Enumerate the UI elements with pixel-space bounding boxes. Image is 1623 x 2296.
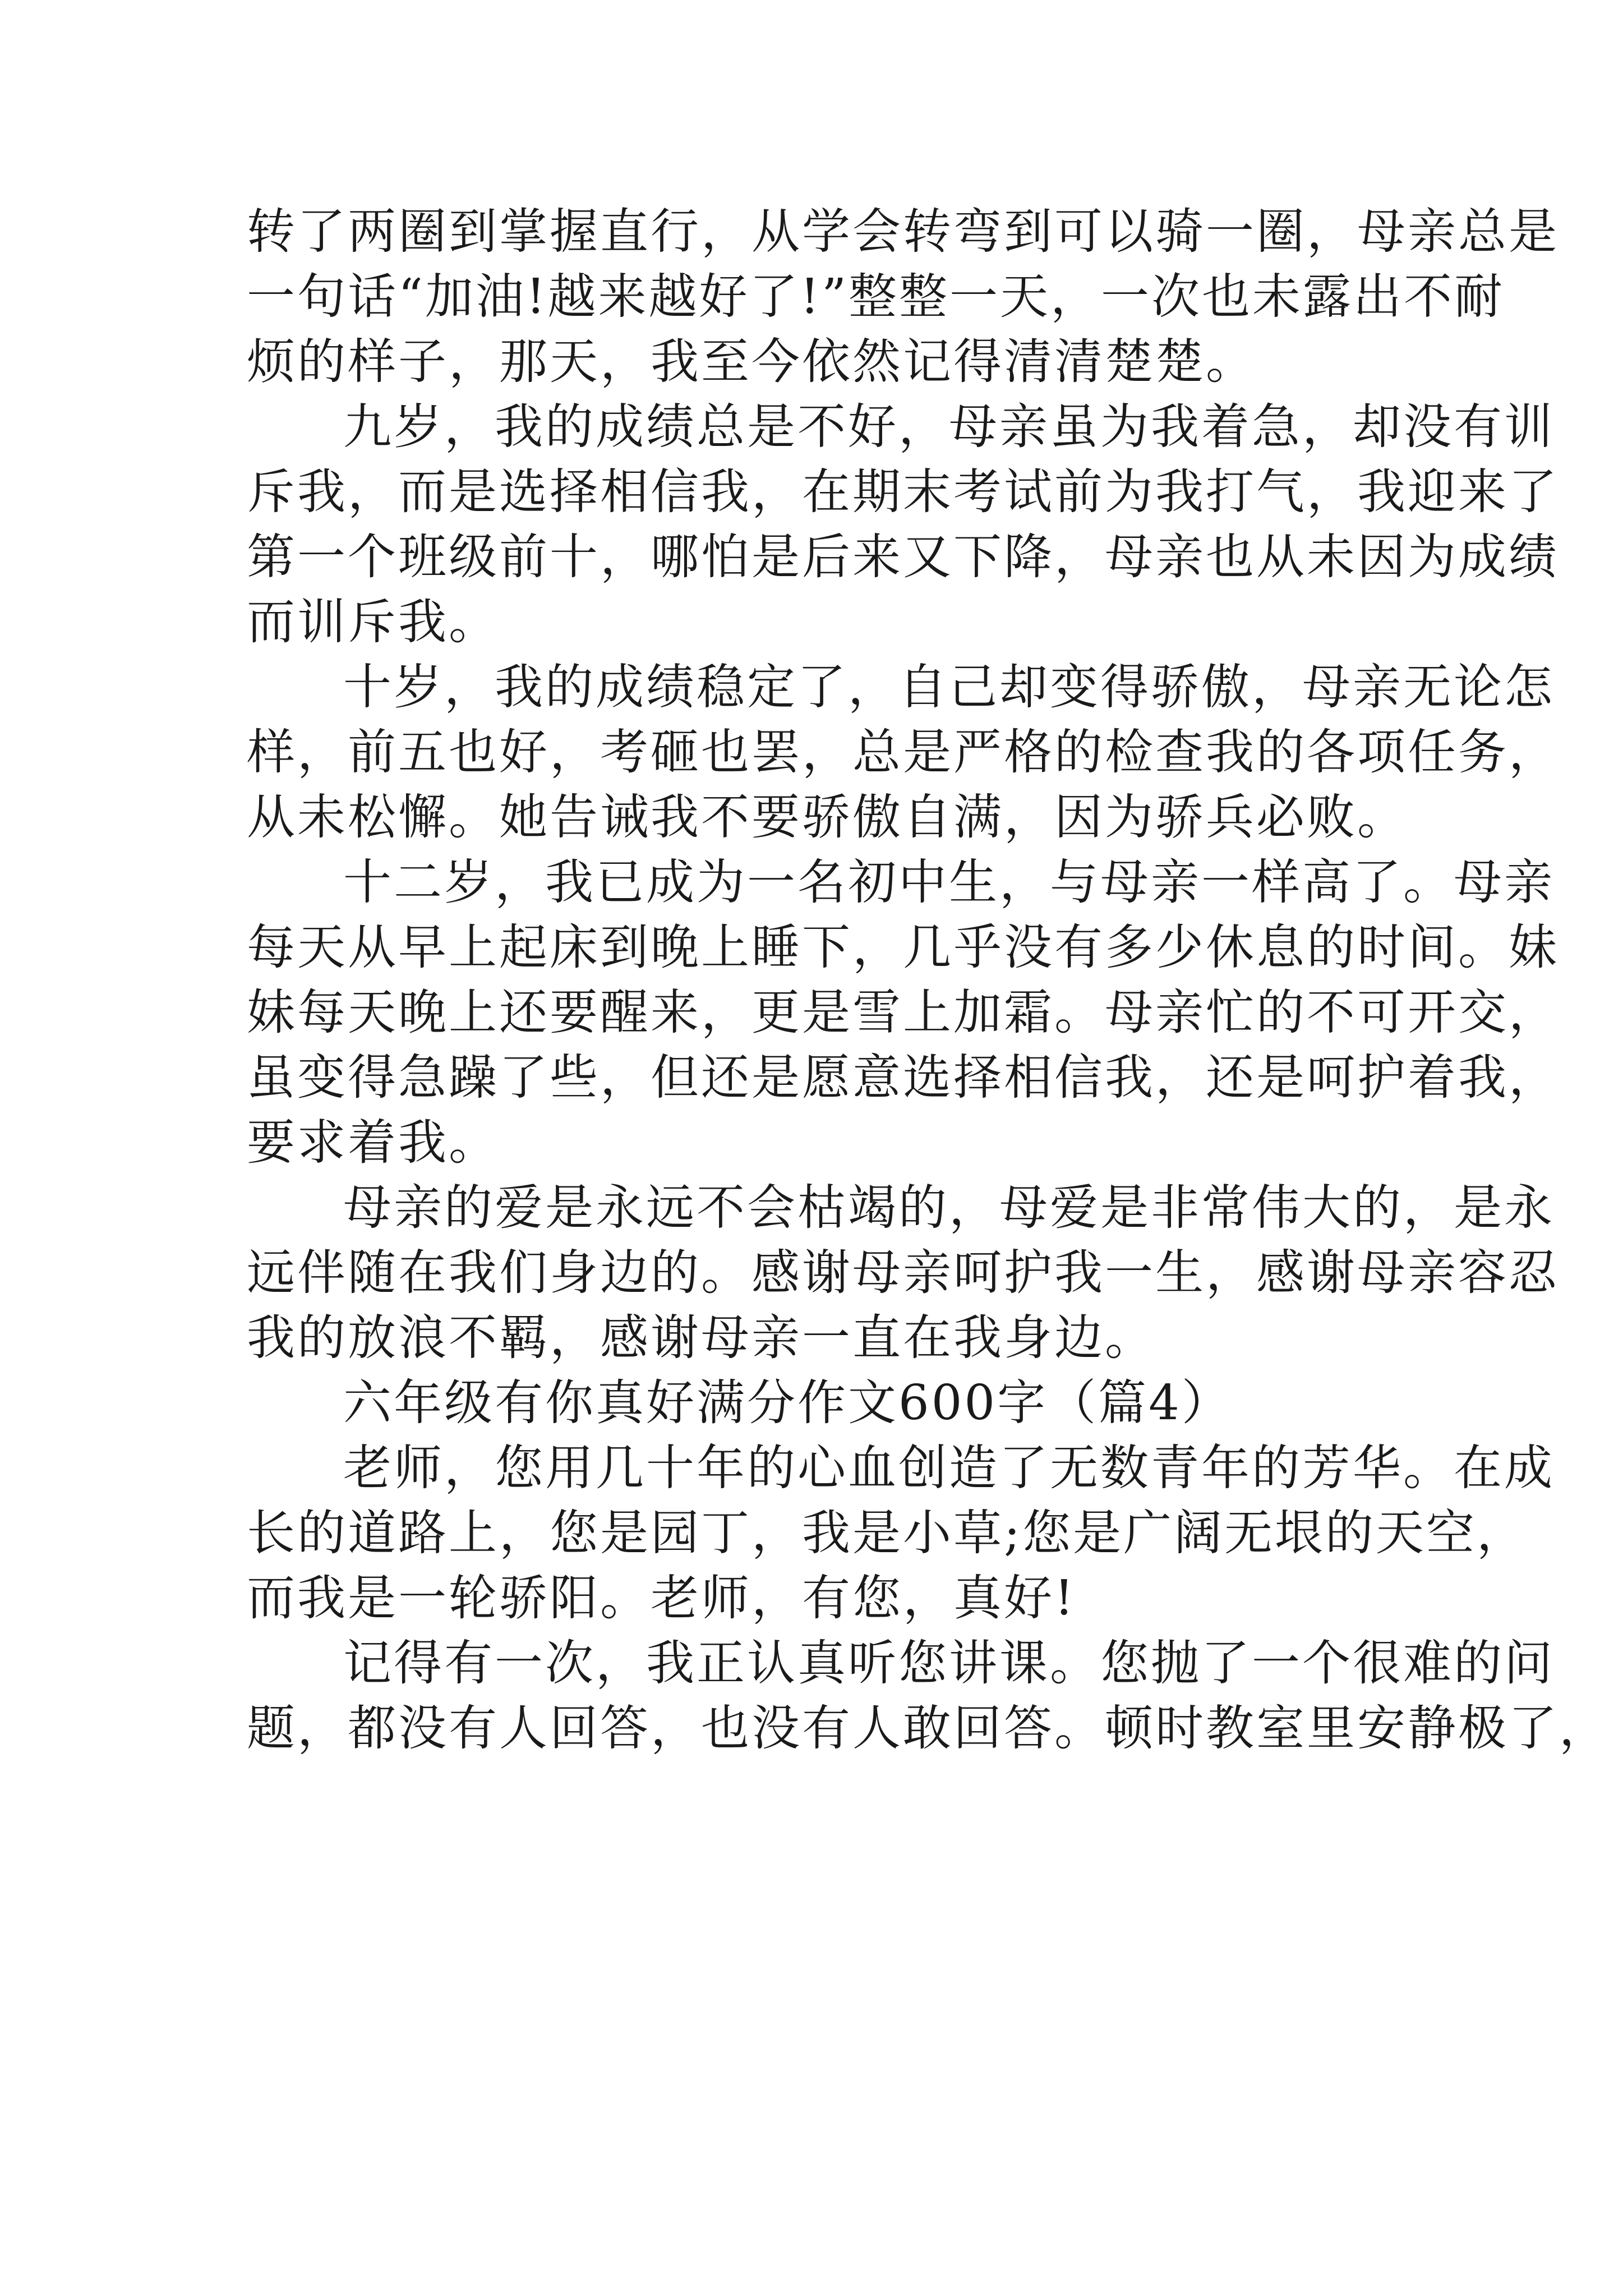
paragraph-first-line: 母亲的爱是永远不会枯竭的，母爱是非常伟大的，是永	[343, 1180, 1555, 1236]
paragraph-first-line: 记得有一次，我正认真听您讲课。您抛了一个很难的问	[343, 1635, 1555, 1691]
paragraph-first-line: 九岁，我的成绩总是不好，母亲虽为我着急，却没有训	[343, 399, 1555, 455]
text-line: 要求着我。	[247, 1115, 499, 1171]
paragraph-first-line: 十岁，我的成绩稳定了，自己却变得骄傲，母亲无论怎	[343, 659, 1555, 715]
body-text	[247, 199, 1610, 1761]
paragraph-first-line: 老师，您用几十年的心血创造了无数青年的芳华。在成	[343, 1440, 1555, 1496]
section-heading: 六年级有你真好满分作文600字（篇4）	[343, 1375, 1232, 1431]
text-line: 题，都没有人回答，也没有人敢回答。顿时教室里安静极了，	[247, 1700, 1610, 1756]
text-line: 转了两圈到掌握直行，从学会转弯到可以骑一圈，母亲总是	[247, 204, 1559, 260]
text-line: 我的放浪不羁，感谢母亲一直在我身边。	[247, 1310, 1155, 1366]
text-line: 从未松懈。她告诫我不要骄傲自满，因为骄兵必败。	[247, 789, 1408, 845]
text-line: 长的道路上，您是园丁，我是小草;您是广阔无垠的天空，	[247, 1505, 1527, 1561]
text-line: 妹每天晚上还要醒来，更是雪上加霜。母亲忙的不可开交，	[247, 984, 1559, 1041]
text-line: 远伴随在我们身边的。感谢母亲呵护我一生，感谢母亲容忍	[247, 1245, 1559, 1301]
text-line: 烦的样子，那天，我至今依然记得清清楚楚。	[247, 334, 1256, 390]
text-line: 第一个班级前十，哪怕是后来又下降，母亲也从未因为成绩	[247, 529, 1559, 585]
text-line: 每天从早上起床到晚上睡下，几乎没有多少休息的时间。妹	[247, 919, 1559, 976]
text-line: 一句话“加油!越来越好了!”整整一天，一次也未露出不耐	[247, 269, 1505, 325]
text-line: 斥我，而是选择相信我，在期末考试前为我打气，我迎来了	[247, 464, 1559, 520]
paragraph-first-line: 十二岁，我已成为一名初中生，与母亲一样高了。母亲	[343, 854, 1555, 910]
text-line: 而我是一轮骄阳。老师，有您，真好!	[247, 1570, 1076, 1626]
text-line: 虽变得急躁了些，但还是愿意选择相信我，还是呵护着我，	[247, 1050, 1559, 1106]
text-line: 而训斥我。	[247, 594, 499, 650]
text-line: 样，前五也好，考砸也罢，总是严格的检查我的各项任务，	[247, 724, 1559, 780]
